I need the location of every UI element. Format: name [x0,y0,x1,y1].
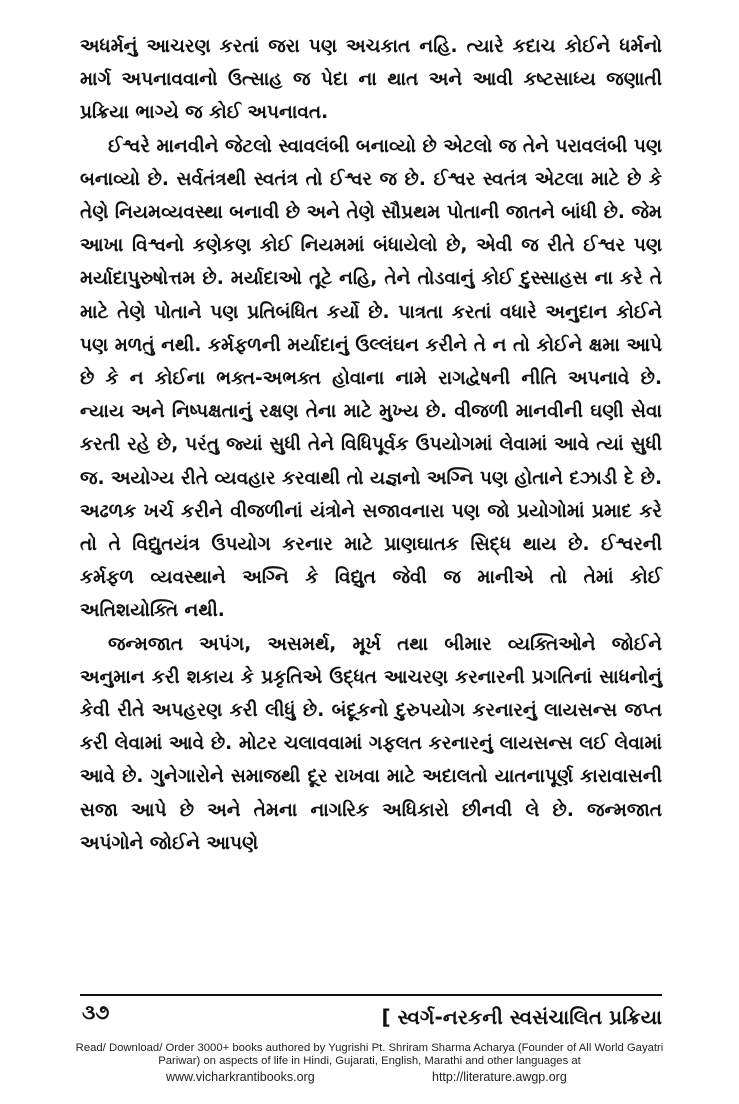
paragraph-2: ઈશ્વરે માનવીને જેટલો સ્વાવલંબી બનાવ્યો છે એટલો જ તેને પરાવલંબી પણ બનાવ્યો છે. સર્વતંત્રથી સ્વતંત્ર તો ઈશ્વર જ છે. ઈશ્વર સ્વતંત્ર એટલા માટે છે કે તેણે નિયમવ્યવસ્થા બનાવી છે અને તેણે સૌપ્રથમ પોતાની જાતને બાંધી છે. જેમ આખા વિશ્વનો કણેકણ કોઈ નિયમમાં બંધાયેલો છે, એવી જ રીતે ઈશ્વર પણ મર્યાદાપુરુષોત્તમ છે. મર્યાદાઓ તૂટે નહિ, તેને તોડવાનું કોઈ દુસ્સાહસ ના કરે તે માટે તેણે પોતાને પણ પ્રતિબંધિત કર્યો છે. પાત્રતા કરતાં વધારે અનુદાન કોઈને પણ મળતું નથી. કર્મફળની મર્યાદાનું ઉલ્લંઘન કરીને તે ન તો કોઈને ક્ષમા આપે છે કે ન કોઈના ભક્ત-અભક્ત હોવાના નામે રાગદ્વેષની નીતિ અપનાવે છે. ન્યાય અને નિષ્પક્ષતાનું રક્ષણ તેના માટે મુખ્ય છે. વીજળી માનવીની ઘણી સેવા કરતી રહે છે, પરંતુ જ્યાં સુધી તેને વિધિપૂર્વક ઉપયોગમાં લેવામાં આવે ત્યાં સુધી જ. અયોગ્ય રીતે વ્યવહાર કરવાથી તો યજ્ઞનો અગ્નિ પણ હોતાને દઝાડી દે છે. અઢળક ખર્ચ કરીને વીજળીનાં યંત્રોને સજાવનારા પણ જો પ્રયોગોમાં પ્રમાદ કરે તો તે વિદ્યુતયંત્ર ઉપયોગ કરનાર માટે પ્રાણઘાતક સિદ્ધ થાય છે. ઈશ્વરની કર્મફળ વ્યવસ્થાને અગ્નિ કે વિદ્યુત જેવી જ માનીએ તો તેમાં કોઈ અતિશયોક્તિ નથી. [80,135,662,622]
page-number: ૩૭ [82,1000,110,1024]
literature-link[interactable]: http://literature.awgp.org [432,1070,567,1084]
body-text [80,30,662,860]
paragraph-3: જન્મજાત અપંગ, અસમર્થ, મૂર્ખ તથા બીમાર વ્યક્તિઓને જોઈને અનુમાન કરી શકાય કે પ્રકૃતિએ ઉદ્ધત આચરણ કરનારની પ્રગતિનાં સાધનોનું કેવી રીતે અપહરણ કરી લીધું છે. બંદૂકનો દુરુપયોગ કરનારનું લાયસન્સ જપ્ત કરી લેવામાં આવે છે. મોટર ચલાવવામાં ગફલત કરનારનું લાયસન્સ લઈ લેવામાં આવે છે. ગુનેગારોને સમાજથી દૂર રાખવા માટે અદાલતો યાતનાપૂર્ણ કારાવાસની સજા આપે છે અને તેમના નાગરિક અધિકારો છીનવી લે છે. જન્મજાત અપંગોને જોઈને આપણે [80,633,662,854]
footer-divider [80,994,662,996]
vicharkranti-link[interactable]: www.vicharkrantibooks.org [166,1070,315,1084]
running-title: [ સ્વર્ગ-નરકની સ્વસંચાલિત પ્રક્રિયા [381,1005,662,1029]
credit-line: Read/ Download/ Order 3000+ books authored by Yugrishi Pt. Shriram Sharma Acharya (Founder of All World Gayatri Pariwar) on aspects of life in Hindi, Gujarati, English, Marathi and other languages at [75,1042,664,1067]
paragraph-1: અધર્મનું આચરણ કરતાં જરા પણ અચકાત નહિ. ત્યારે કદાચ કોઈને ધર્મનો માર્ગ અપનાવવાનો ઉત્સાહ જ પેદા ના થાત અને આવી કષ્ટસાધ્ય જણાતી પ્રક્રિયા ભાગ્યે જ કોઈ અપનાવત. [80,36,662,124]
